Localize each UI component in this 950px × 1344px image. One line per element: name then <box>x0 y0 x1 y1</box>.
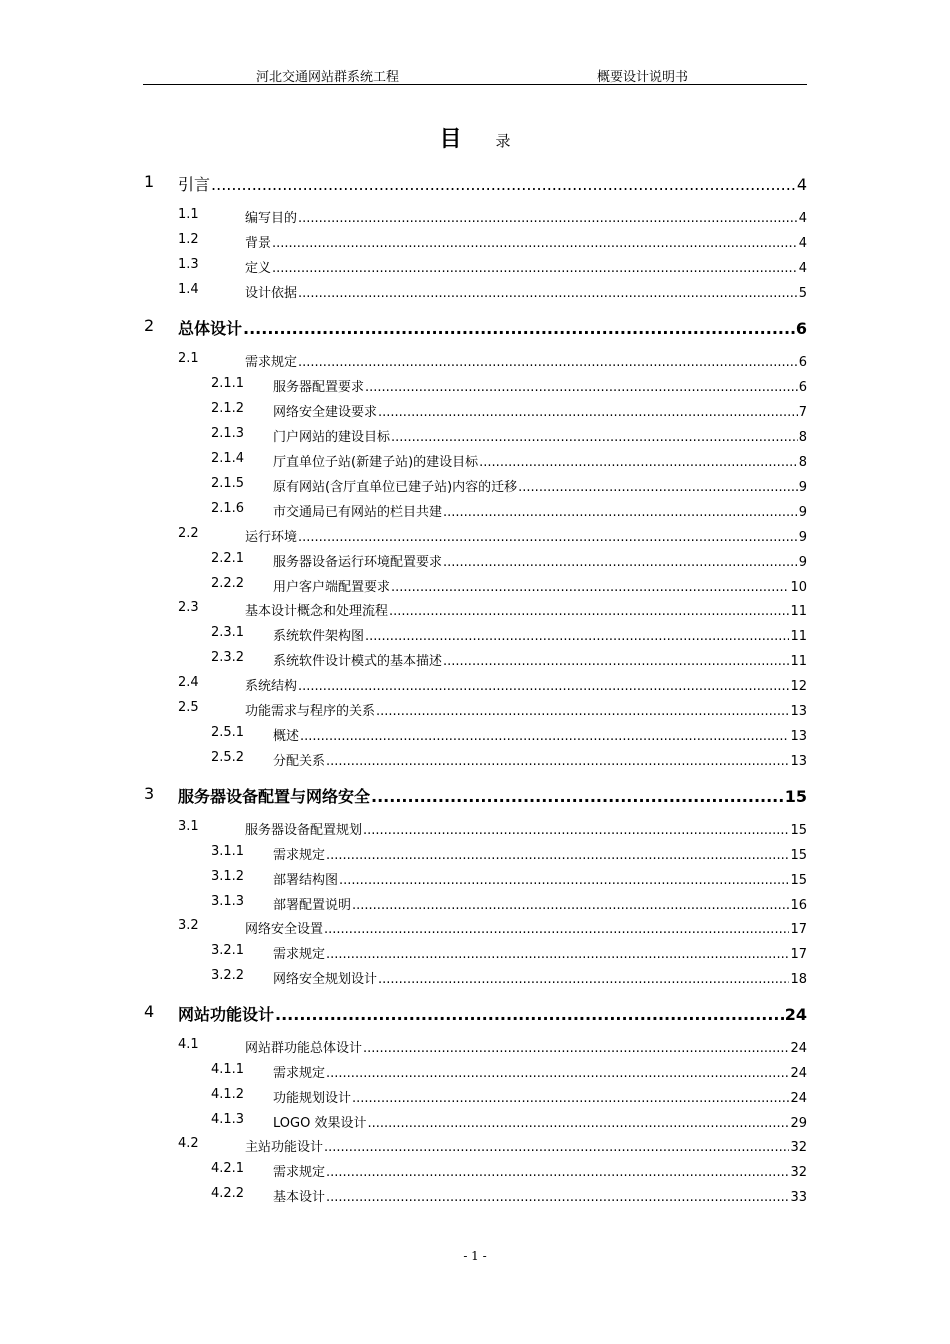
toc-entry[interactable] <box>211 968 807 988</box>
toc-entry-number: 4.2 <box>178 1136 199 1151</box>
toc-entry-page: 9 <box>798 530 807 545</box>
toc-entry[interactable] <box>211 725 807 745</box>
toc-entry[interactable] <box>211 1062 807 1082</box>
toc-entry[interactable] <box>211 1112 807 1132</box>
toc-leader-dots <box>479 455 798 470</box>
toc-leader-dots <box>363 823 789 838</box>
toc-entry-number: 2.5.2 <box>211 750 245 765</box>
toc-entry-label: 需求规定 <box>273 1165 326 1180</box>
toc-leader-dots <box>275 1005 784 1024</box>
toc-entry-number: 3.1 <box>178 819 199 834</box>
toc-entry[interactable] <box>211 894 807 914</box>
toc-entry-number: 2.1 <box>178 351 199 366</box>
toc-entry-number: 3.2.2 <box>211 968 245 983</box>
toc-leader-dots <box>352 898 789 913</box>
toc-entry[interactable] <box>211 476 807 496</box>
toc-entry[interactable] <box>211 1161 807 1181</box>
toc-entry-number: 4.1.3 <box>211 1112 245 1127</box>
toc-entry-label: 系统软件架构图 <box>273 629 365 644</box>
toc-entry-number: 2.4 <box>178 675 199 690</box>
toc-entry-label: 需求规定 <box>273 1066 326 1081</box>
toc-leader-dots <box>378 405 798 420</box>
toc-leader-dots <box>298 211 798 226</box>
toc-leader-dots <box>391 580 789 595</box>
toc-entry[interactable] <box>178 351 807 371</box>
toc-entry[interactable] <box>178 257 807 277</box>
toc-entry-page: 4 <box>798 236 807 251</box>
toc-entry-page: 11 <box>790 629 807 644</box>
toc-entry[interactable] <box>211 943 807 963</box>
toc-entry-number: 4.1.1 <box>211 1062 245 1077</box>
toc-leader-dots <box>324 1140 789 1155</box>
toc-entry-number: 2.1.1 <box>211 376 245 391</box>
toc-leader-dots <box>300 729 789 744</box>
toc-entry[interactable] <box>211 650 807 670</box>
toc-entry-label: 背景 <box>245 236 272 251</box>
toc-entry[interactable] <box>211 551 807 571</box>
toc-entry-label: 编写目的 <box>245 211 298 226</box>
toc-entry-page: 13 <box>790 704 807 719</box>
toc-entry[interactable] <box>211 376 807 396</box>
header-document-title: 概要设计说明书 <box>597 70 689 85</box>
page-footer-number: - 1 - <box>463 1249 487 1263</box>
toc-entry-number: 1.2 <box>178 232 199 247</box>
toc-entry-page: 32 <box>790 1165 807 1180</box>
toc-leader-dots <box>326 947 789 962</box>
toc-leader-dots <box>443 505 798 520</box>
toc-entry-number: 2.2 <box>178 526 199 541</box>
toc-entry-label: 系统软件设计模式的基本描述 <box>273 654 443 669</box>
toc-leader-dots <box>326 1165 789 1180</box>
toc-entry-label: LOGO 效果设计 <box>273 1116 367 1131</box>
toc-leader-dots <box>376 704 789 719</box>
toc-entry[interactable] <box>178 1136 807 1156</box>
toc-entry-page: 9 <box>798 480 807 495</box>
toc-leader-dots <box>352 1091 789 1106</box>
toc-entry-page: 10 <box>790 580 807 595</box>
toc-entry-page: 17 <box>790 947 807 962</box>
toc-entry-page: 15 <box>784 787 807 806</box>
toc-leader-dots <box>298 355 798 370</box>
toc-entry[interactable] <box>144 316 807 340</box>
toc-entry-number: 2.2.1 <box>211 551 245 566</box>
toc-entry-label: 原有网站(含厅直单位已建子站)内容的迁移 <box>273 480 518 495</box>
toc-entry-label: 服务器配置要求 <box>273 380 365 395</box>
toc-entry-page: 24 <box>784 1005 807 1024</box>
toc-entry-label: 基本设计概念和处理流程 <box>245 604 389 619</box>
toc-entry-label: 引言 <box>178 175 211 194</box>
toc-entry[interactable] <box>144 784 807 808</box>
toc-entry[interactable] <box>178 207 807 227</box>
toc-entry-page: 15 <box>790 873 807 888</box>
toc-entry-label: 网络安全设置 <box>245 922 324 937</box>
toc-entry-label: 网络安全规划设计 <box>273 972 378 987</box>
toc-entry[interactable] <box>211 576 807 596</box>
toc-entry-label: 用户客户端配置要求 <box>273 580 391 595</box>
toc-leader-dots <box>324 922 789 937</box>
toc-entry-label: 需求规定 <box>273 947 326 962</box>
toc-entry-page: 29 <box>790 1116 807 1131</box>
toc-entry-number: 2.1.2 <box>211 401 245 416</box>
toc-leader-dots <box>272 236 798 251</box>
toc-leader-dots <box>365 629 789 644</box>
toc-entry-number: 1 <box>144 172 155 191</box>
toc-entry-page: 17 <box>790 922 807 937</box>
toc-entry-page: 7 <box>798 405 807 420</box>
toc-leader-dots <box>391 430 798 445</box>
toc-entry-number: 3.1.3 <box>211 894 245 909</box>
toc-entry-page: 9 <box>798 505 807 520</box>
toc-entry-page: 6 <box>798 380 807 395</box>
toc-entry-page: 9 <box>798 555 807 570</box>
toc-entry-number: 2.5 <box>178 700 199 715</box>
toc-entry-page: 4 <box>798 261 807 276</box>
toc-entry[interactable] <box>211 401 807 421</box>
toc-entry-page: 11 <box>790 654 807 669</box>
toc-entry-page: 4 <box>798 211 807 226</box>
toc-leader-dots <box>298 286 798 301</box>
toc-entry[interactable] <box>144 1002 807 1026</box>
toc-entry-label: 总体设计 <box>178 319 243 338</box>
toc-leader-dots <box>298 679 789 694</box>
toc-entry-page: 16 <box>790 898 807 913</box>
toc-entry-label: 市交通局已有网站的栏目共建 <box>273 505 443 520</box>
toc-entry-label: 服务器设备配置与网络安全 <box>178 787 371 806</box>
toc-entry-page: 33 <box>790 1190 807 1205</box>
toc-leader-dots <box>371 787 784 806</box>
toc-entry-number: 4.2.2 <box>211 1186 245 1201</box>
toc-leader-dots <box>363 1041 789 1056</box>
toc-entry[interactable] <box>211 451 807 471</box>
toc-leader-dots <box>243 319 795 338</box>
toc-entry-page: 15 <box>790 823 807 838</box>
toc-entry-number: 2.1.3 <box>211 426 245 441</box>
toc-leader-dots <box>211 175 796 194</box>
toc-entry-label: 运行环境 <box>245 530 298 545</box>
toc-entry-label: 系统结构 <box>245 679 298 694</box>
toc-entry-number: 2.1.6 <box>211 501 245 516</box>
toc-leader-dots <box>389 604 789 619</box>
toc-leader-dots <box>272 261 798 276</box>
toc-entry-label: 设计依据 <box>245 286 298 301</box>
toc-entry-label: 服务器设备运行环境配置要求 <box>273 555 443 570</box>
toc-leader-dots <box>326 848 789 863</box>
toc-entry[interactable] <box>211 1186 807 1206</box>
toc-entry-number: 2.5.1 <box>211 725 245 740</box>
toc-entry-label: 厅直单位子站(新建子站)的建设目标 <box>273 455 479 470</box>
toc-entry-number: 4.1.2 <box>211 1087 245 1102</box>
toc-entry-label: 定义 <box>245 261 272 276</box>
toc-entry[interactable] <box>178 526 807 546</box>
toc-entry-label: 服务器设备配置规划 <box>245 823 363 838</box>
toc-entry[interactable] <box>178 1037 807 1057</box>
toc-entry[interactable] <box>211 750 807 770</box>
toc-entry-number: 1.3 <box>178 257 199 272</box>
toc-entry-number: 4.1 <box>178 1037 199 1052</box>
toc-entry-label: 功能规划设计 <box>273 1091 352 1106</box>
toc-entry-number: 1.4 <box>178 282 199 297</box>
toc-entry-page: 4 <box>796 175 807 194</box>
header-project-title: 河北交通网站群系统工程 <box>256 70 400 85</box>
toc-entry[interactable] <box>178 675 807 695</box>
toc-entry-label: 网络安全建设要求 <box>273 405 378 420</box>
toc-entry-number: 2.3 <box>178 600 199 615</box>
toc-entry-number: 2.1.5 <box>211 476 245 491</box>
toc-entry-page: 32 <box>790 1140 807 1155</box>
toc-entry-number: 3.2.1 <box>211 943 245 958</box>
toc-title-main: 目 <box>439 127 462 152</box>
toc-entry-number: 2.3.2 <box>211 650 245 665</box>
toc-entry-page: 24 <box>790 1041 807 1056</box>
toc-entry-label: 部署配置说明 <box>273 898 352 913</box>
toc-entry[interactable] <box>211 844 807 864</box>
toc-entry[interactable] <box>211 426 807 446</box>
toc-entry-number: 2.3.1 <box>211 625 245 640</box>
toc-entry-number: 1.1 <box>178 207 199 222</box>
toc-entry-label: 网站功能设计 <box>178 1005 275 1024</box>
toc-entry-label: 功能需求与程序的关系 <box>245 704 376 719</box>
toc-entry-label: 部署结构图 <box>273 873 339 888</box>
toc-leader-dots <box>339 873 789 888</box>
toc-entry[interactable] <box>178 282 807 302</box>
toc-leader-dots <box>518 480 798 495</box>
toc-entry-number: 2 <box>144 316 155 335</box>
toc-entry-page: 13 <box>790 754 807 769</box>
toc-entry-page: 24 <box>790 1091 807 1106</box>
toc-entry-label: 需求规定 <box>273 848 326 863</box>
toc-entry[interactable] <box>144 172 807 196</box>
toc-entry-label: 基本设计 <box>273 1190 326 1205</box>
toc-entry[interactable] <box>211 869 807 889</box>
toc-entry-page: 15 <box>790 848 807 863</box>
toc-entry-label: 分配关系 <box>273 754 326 769</box>
toc-entry-page: 24 <box>790 1066 807 1081</box>
toc-entry-number: 2.2.2 <box>211 576 245 591</box>
toc-entry[interactable] <box>211 501 807 521</box>
toc-leader-dots <box>326 1190 789 1205</box>
toc-entry-number: 4.2.1 <box>211 1161 245 1176</box>
toc-entry-number: 4 <box>144 1002 155 1021</box>
toc-entry-page: 18 <box>790 972 807 987</box>
toc-entry-label: 网站群功能总体设计 <box>245 1041 363 1056</box>
toc-entry[interactable] <box>178 232 807 252</box>
toc-entry[interactable] <box>178 819 807 839</box>
toc-entry-number: 3.1.1 <box>211 844 245 859</box>
toc-leader-dots <box>326 1066 789 1081</box>
toc-entry-number: 3.2 <box>178 918 199 933</box>
toc-entry-label: 需求规定 <box>245 355 298 370</box>
toc-entry-page: 12 <box>790 679 807 694</box>
toc-entry-number: 3.1.2 <box>211 869 245 884</box>
toc-entry[interactable] <box>178 600 807 620</box>
toc-entry[interactable] <box>211 1087 807 1107</box>
toc-entry-page: 8 <box>798 455 807 470</box>
toc-entry-page: 5 <box>798 286 807 301</box>
toc-entry-label: 门户网站的建设目标 <box>273 430 391 445</box>
toc-entry-label: 主站功能设计 <box>245 1140 324 1155</box>
toc-entry-page: 6 <box>798 355 807 370</box>
toc-entry[interactable] <box>178 700 807 720</box>
toc-leader-dots <box>365 380 798 395</box>
toc-entry-page: 11 <box>790 604 807 619</box>
toc-leader-dots <box>367 1116 789 1131</box>
toc-leader-dots <box>443 654 789 669</box>
toc-entry-page: 8 <box>798 430 807 445</box>
toc-leader-dots <box>326 754 789 769</box>
toc-leader-dots <box>378 972 789 987</box>
toc-entry-page: 13 <box>790 729 807 744</box>
toc-entry[interactable] <box>211 625 807 645</box>
toc-entry-label: 概述 <box>273 729 300 744</box>
toc-entry[interactable] <box>178 918 807 938</box>
toc-leader-dots <box>298 530 798 545</box>
toc-entry-number: 3 <box>144 784 155 803</box>
toc-entry-page: 6 <box>795 319 807 338</box>
toc-title-sub: 录 <box>495 132 511 150</box>
toc-entry-number: 2.1.4 <box>211 451 245 466</box>
toc-leader-dots <box>443 555 798 570</box>
